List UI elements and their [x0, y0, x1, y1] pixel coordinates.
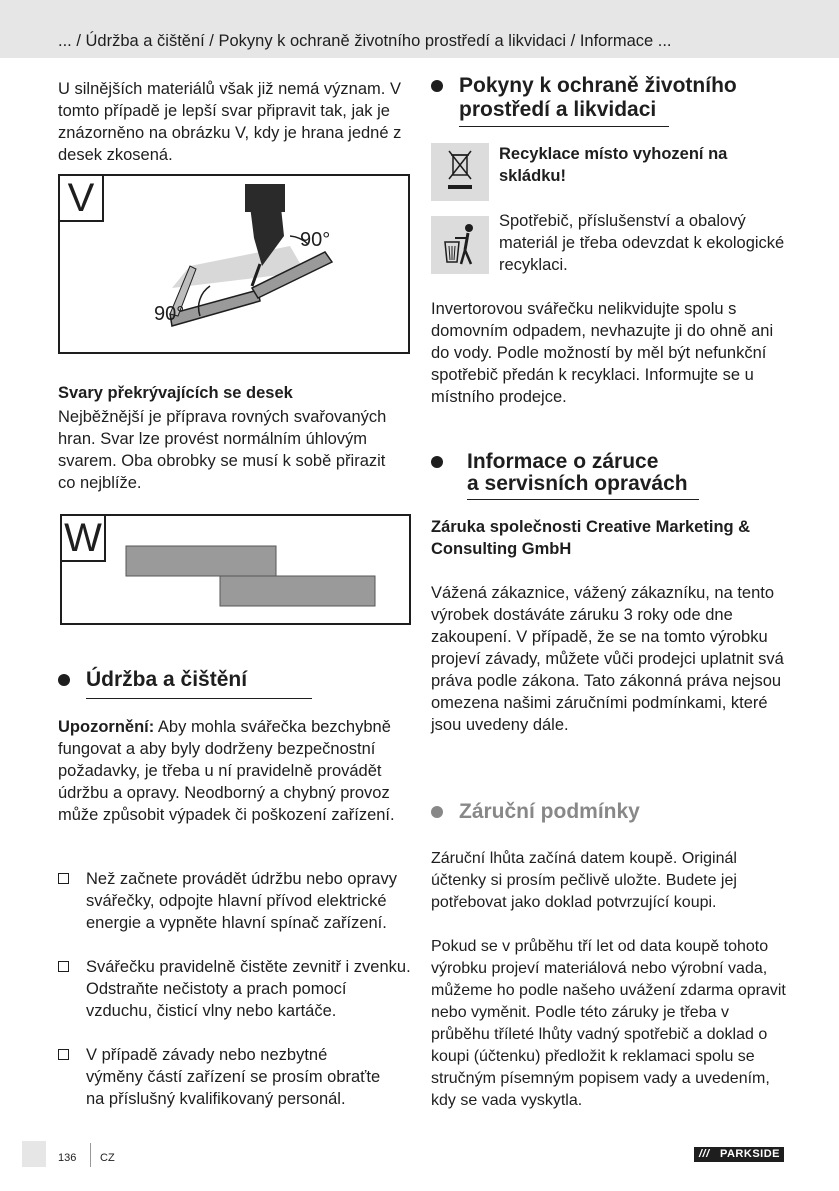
figure-v-illustration: [60, 176, 408, 352]
figure-v-letter: V: [60, 176, 104, 222]
bullet-icon: [431, 456, 443, 468]
recycle-heading: Recyklace místo vyhození na skládku!: [499, 145, 728, 185]
page-number: 136: [58, 1152, 77, 1164]
checkbox-icon: [58, 873, 69, 884]
maintenance-section-heading: Údržba a čištění: [58, 668, 278, 702]
overlap-heading: Svary překrývajících se desek: [58, 384, 293, 402]
conditions-section-heading: Záruční podmínky: [431, 800, 791, 830]
company-heading: Záruka společnosti Creative Marketing & Consulting GmbH: [431, 518, 751, 558]
tidyman-recycle-icon: [431, 216, 489, 274]
list-item: V případě závady nebo nezbytné výměny částí zařízení se prosím obraťte na příslušný kvalifikovaný personál.: [86, 1046, 381, 1108]
checkbox-icon: [58, 1049, 69, 1060]
conditions-paragraph-2: Pokud se v průběhu tří let od data koupě tohoto výrobku projeví materiálová nebo výrobní vada, můžeme ho podle našeho uvážení zdarma opravit nebo vyměnit. Podle této záruky je třeba v průběhu tříleté lhůty vadný spotřebič a doklad o koupi (účtenku) předložit k reklamaci spolu se stručným písemným popisem vady a uvedením, kdy se vada vyskytla.: [431, 938, 786, 1109]
customer-paragraph: Vážená zákaznice, vážený zákazníku, na tento výrobek dostáváte záruku 3 roky ode dne zakoupení. V případě, že se na tomto výrobku projeví závady, můžete vůči prodejci uplatnit svá práva podle zákona. Tato zákonná práva nejsou omezena našimi záručními podmínkami, které jsou uvedeny dále.: [431, 584, 784, 734]
list-item: Než začnete provádět údržbu nebo opravy svářečky, odpojte hlavní přívod elektrické energie a vypněte hlavní spínač zařízení.: [86, 870, 397, 932]
environment-section-heading: Pokyny k ochraně životního prostředí a likvidaci: [431, 74, 791, 130]
figure-w: [60, 514, 411, 625]
angle-label-bottom: 90°: [154, 303, 185, 325]
inverter-paragraph: Invertorovou svářečku nelikvidujte spolu s domovním odpadem, nevhazujte ji do ohně ani do vody. Podle možností by měl být nefunkční spotřebič předán k recyklaci. Informujte se u místního prodejce.: [431, 300, 774, 406]
recycle-paragraph: Spotřebič, příslušenství a obalový materiál je třeba odevzdat k ekologické recyklaci.: [499, 212, 785, 274]
overlap-paragraph: Nejběžnější je příprava rovných svařovaných hran. Svar lze provést normálním úhlovým svarem. Oba obrobky se musí k sobě přirazit co nejblíže.: [58, 408, 387, 492]
page-header: [0, 0, 839, 58]
parkside-logo: /// PARKSIDE: [694, 1147, 784, 1162]
footer-divider: [90, 1143, 91, 1167]
footer-tab: [22, 1141, 46, 1167]
figure-w-illustration: [62, 516, 409, 623]
bullet-icon: [58, 674, 70, 686]
warranty-section-heading: Informace o záruce a servisních opravách: [431, 450, 791, 506]
warning-paragraph: Upozornění: Aby mohla svářečka bezchybně fungovat a aby byly dodrženy bezpečnostní požadavky, je třeba u ní pravidelně provádět údržbu a opravy. Neodborný a chybný provoz může způsobit výpadek či poškození zařízení.: [58, 718, 395, 824]
bullet-icon: [431, 80, 443, 92]
intro-paragraph: U silnějších materiálů však již nemá význam. V tomto případě je lepší svar připravit tak, jak je znázorněno na obrázku V, kdy je hrana jedné z desek zkosená.: [58, 80, 402, 164]
figure-v: [58, 174, 410, 354]
list-item: Svářečku pravidelně čistěte zevnitř i zvenku. Odstraňte nečistoty a prach pomocí vzduchu, čisticí vlny nebo kartáče.: [86, 958, 411, 1020]
conditions-paragraph-1: Záruční lhůta začíná datem koupě. Originál účtenky si prosím pečlivě uložte. Budete jej potřebovat jako doklad potvrzující koupi.: [431, 850, 737, 911]
breadcrumb: ... / Údržba a čištění / Pokyny k ochraně životního prostředí a likvidaci / Informace ...: [58, 32, 672, 50]
bullet-icon: [431, 806, 443, 818]
language-code: CZ: [100, 1152, 115, 1164]
checkbox-icon: [58, 961, 69, 972]
figure-w-letter: W: [62, 516, 106, 562]
crossed-bin-icon: [431, 143, 489, 201]
angle-label-top: 90°: [300, 229, 331, 251]
